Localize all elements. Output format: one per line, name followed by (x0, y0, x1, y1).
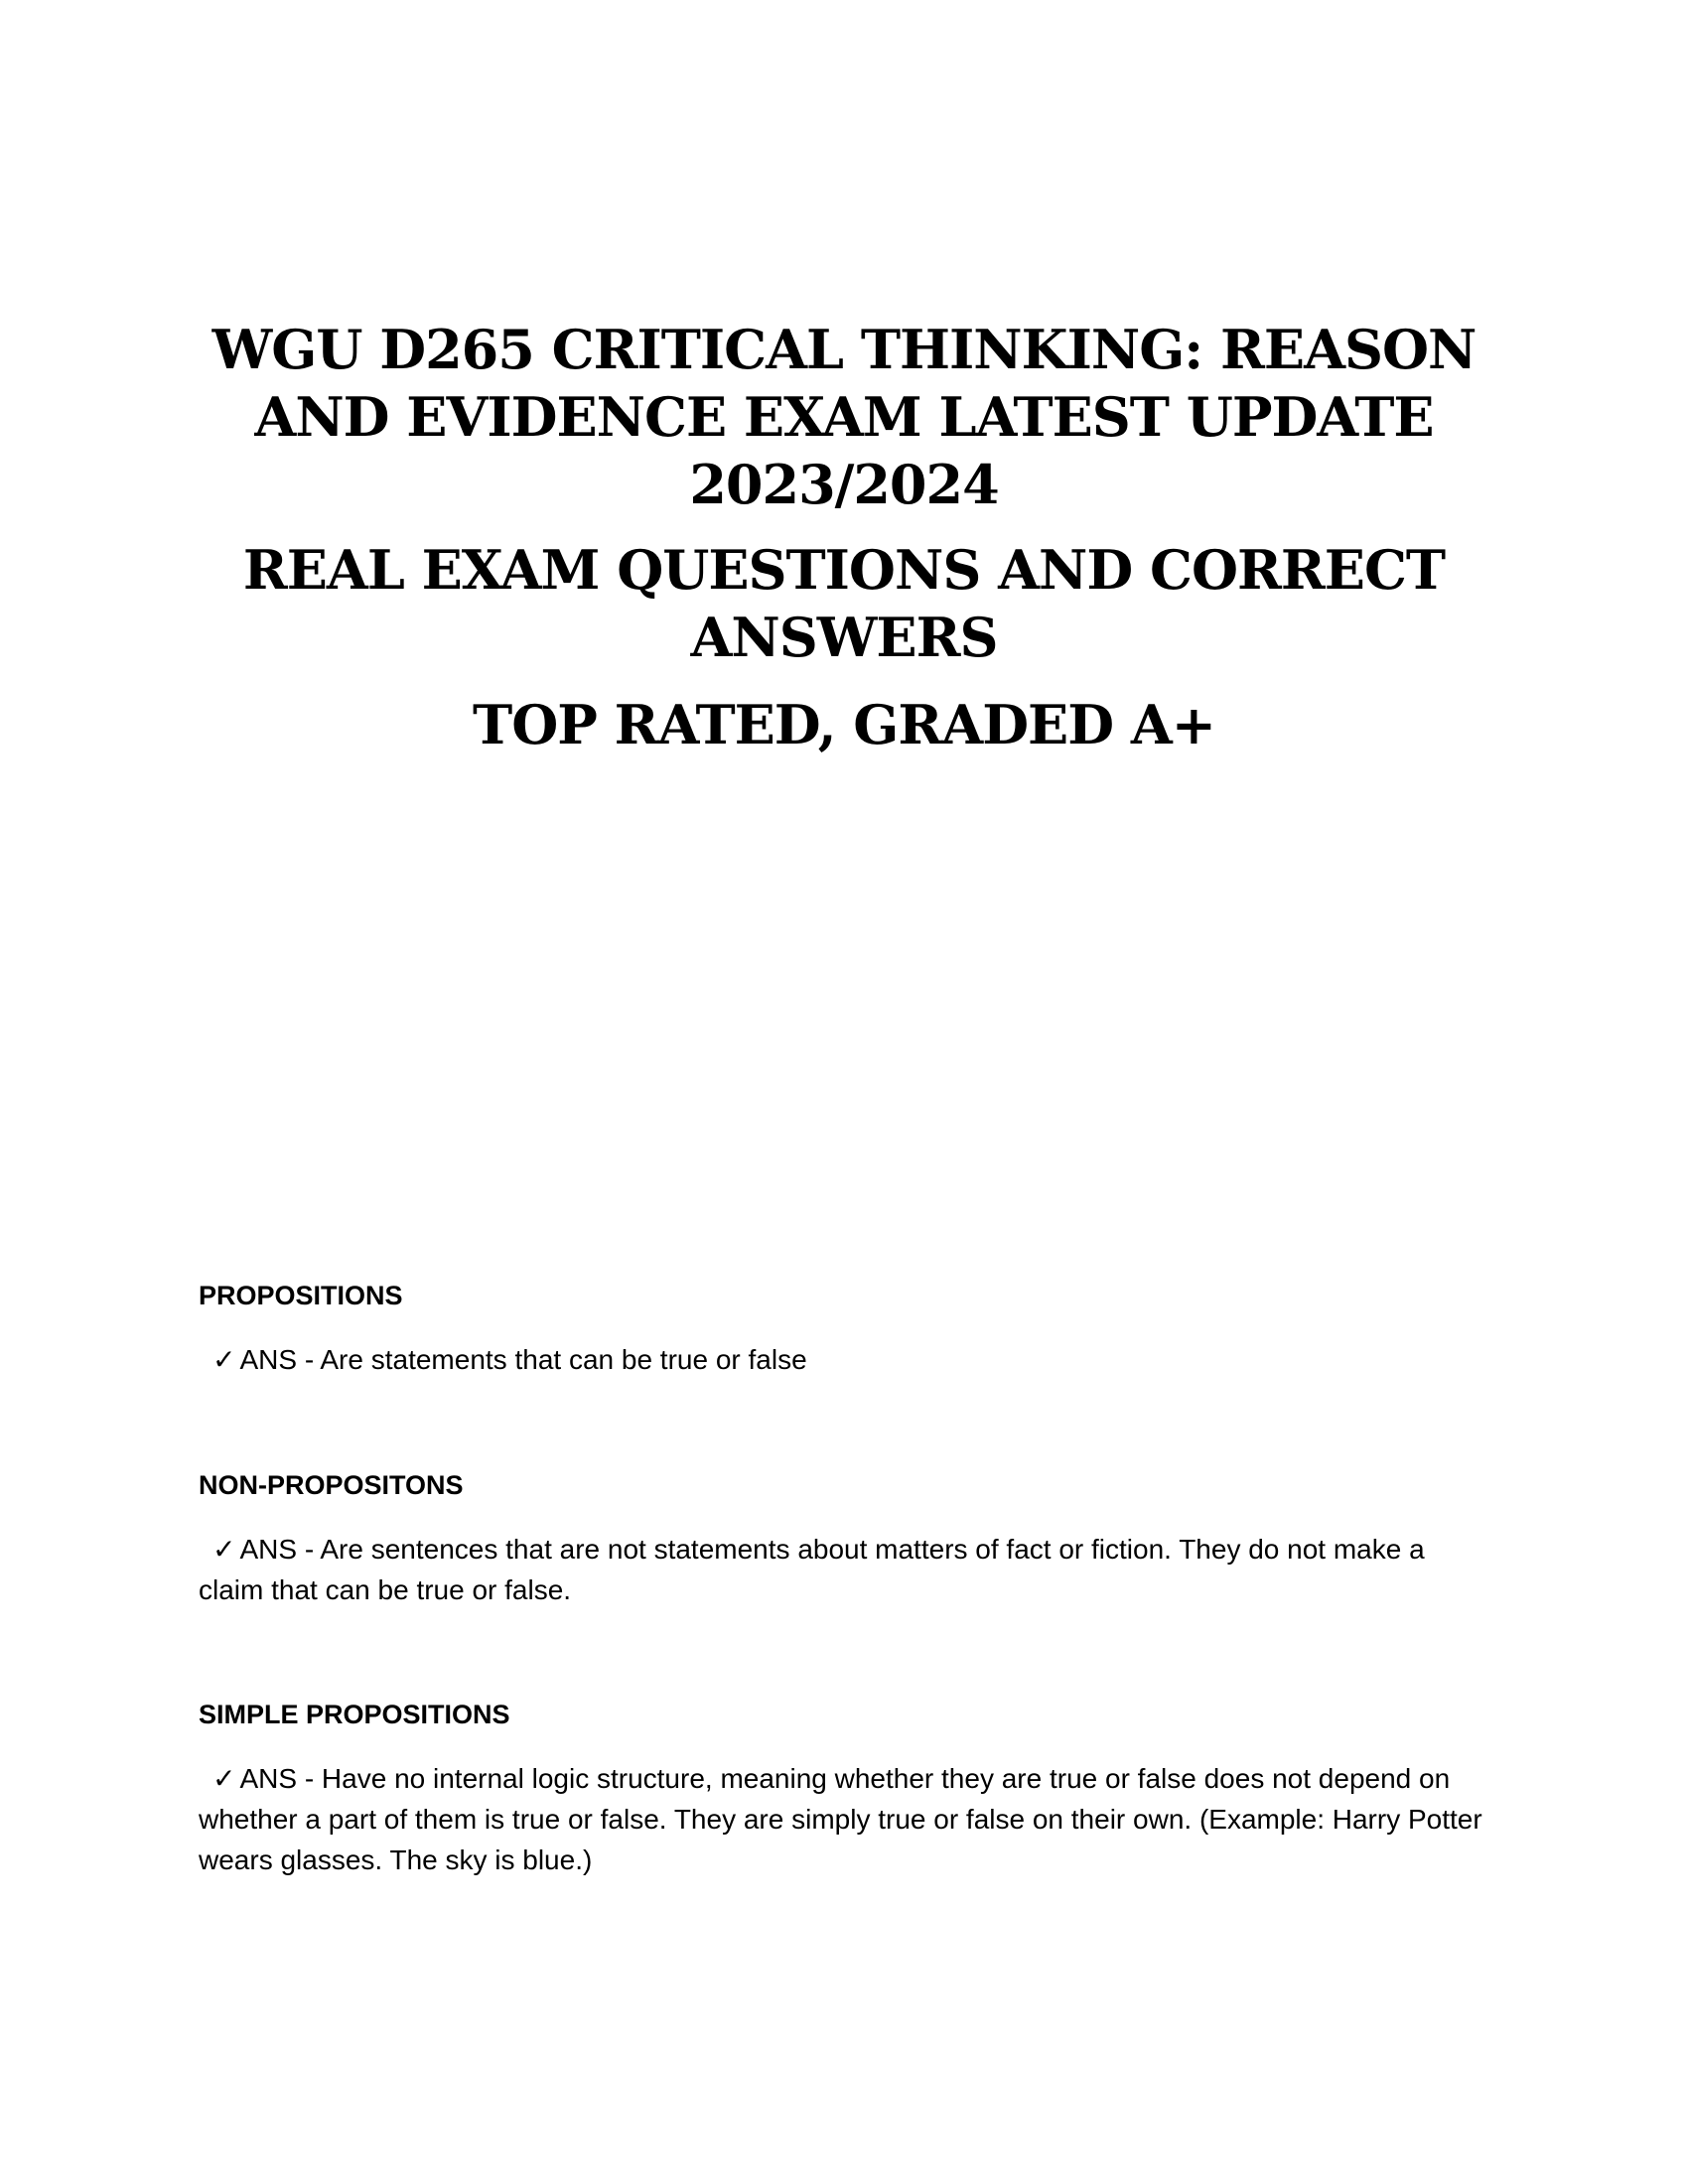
question-term: SIMPLE PROPOSITIONS (199, 1700, 510, 1729)
question-term: NON-PROPOSITONS (199, 1470, 464, 1500)
qa-item-non-propositions (199, 1465, 1489, 1610)
answer-text: ANS - Are sentences that are not statements about matters of fact or fiction. They do not make a claim that can be true or false. (199, 1534, 1425, 1605)
answer-text-block (199, 1339, 1489, 1380)
document-tagline: TOP RATED, GRADED A+ (473, 693, 1215, 756)
document-subtitle: REAL EXAM QUESTIONS AND CORRECT ANSWERS (242, 538, 1446, 669)
question-term: PROPOSITIONS (199, 1281, 403, 1310)
checkmark-icon: ✓ (212, 1534, 236, 1565)
answer-text-block (199, 1758, 1489, 1880)
answer-text-block (199, 1529, 1489, 1610)
qa-item-propositions (199, 1276, 1489, 1380)
answer-text: ANS - Are statements that can be true or false (239, 1344, 807, 1375)
checkmark-icon: ✓ (212, 1344, 236, 1375)
answer-text: ANS - Have no internal logic structure, meaning whether they are true or false does not depend on whether a part of them is true or false. They are simply true or false on their own. (Example: Harry Potter wears glasses. The sky is blue.) (199, 1763, 1482, 1875)
checkmark-icon: ✓ (212, 1763, 236, 1794)
qa-item-simple-propositions (199, 1695, 1489, 1880)
document-title: WGU D265 CRITICAL THINKING: REASON AND EVIDENCE EXAM LATEST UPDATE 2023/2024 (211, 318, 1477, 516)
